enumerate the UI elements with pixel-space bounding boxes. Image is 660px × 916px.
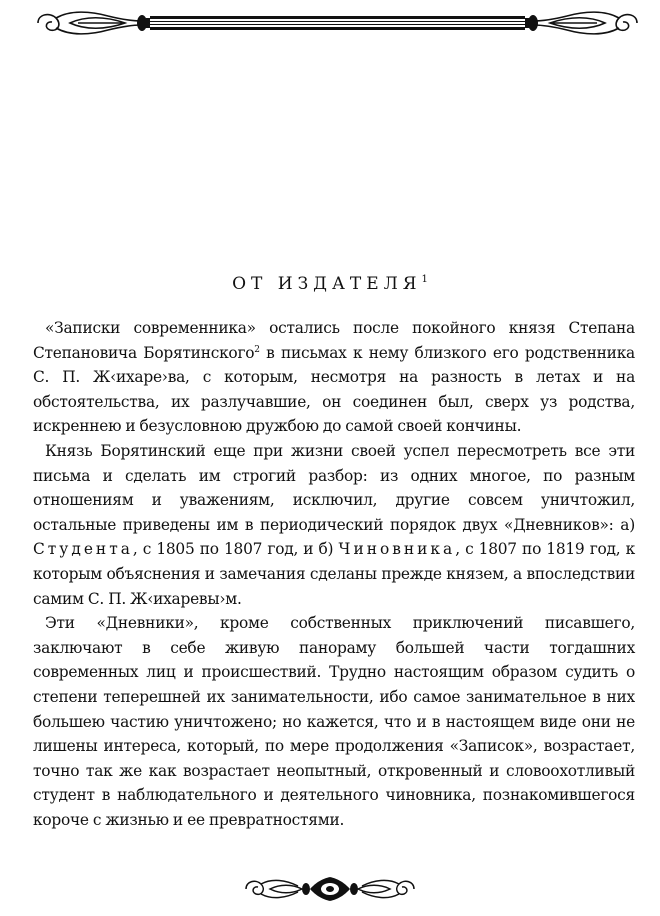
paragraph-1-part-2: в письмах к нему близкого его родственника С. П. Ж‹ихаре›ва, с которым, несмотря на разность в летах и на обстоятельства, их разлучавшие, он соединен был, сверх уз родства, искреннею и безусловною дружбою до самой своей кончины. [33,343,635,436]
chapter-title-text: ОТ ИЗДАТЕЛЯ [232,274,422,294]
paragraph-2-part-1: Князь Борятинский еще при жизни своей успел пересмотреть все эти письма и сделать им строгий разбор: из одних многое, по разным отношениям и уважениям, исключил, другие совсем уничтожил, остальные приведены им в периодический порядок двух «Дневников»: а) [33,441,635,534]
paragraph-1 [33,316,635,439]
body-text [33,316,635,832]
paragraph-2-part-2: , с 1805 по 1807 год, и б) [132,540,339,559]
paragraph-1-part-1: «Записки современника» остались после покойного князя Степана Степановича Борятинского [33,319,635,362]
top-ornament-icon [30,6,645,40]
spaced-word-student: Студента [33,540,133,559]
title-footnote-mark: 1 [421,274,428,285]
paragraph-2 [33,439,635,611]
spaced-word-official: Чиновника [338,540,456,559]
chapter-title [0,274,660,294]
bottom-ornament-icon [240,872,420,906]
paragraph-3: Эти «Дневники», кроме собственных приключений писавшего, заключают в себе живую панораму большей части тогдашних современных лиц и происшествий. Трудно настоящим образом судить о степени теперешней их занимательности, ибо самое занимательное в них большею частию уничтожено; но кажется, что и в настоящем виде они не лишены интереса, который, по мере продолжения «Записок», возрастает, точно так же как возрастает неопытный, откровенный и словоохотливый студент в наблюдательного и деятельного чиновника, познакомившегося короче с жизнью и ее превратностями. [33,614,635,829]
paragraph-2-part-3: , с 1807 по 1819 год, к которым объяснения и замечания сделаны прежде князем, а впоследствии самим С. П. Ж‹ихаревы›м. [33,540,635,608]
footnote-mark-2: 2 [254,344,260,355]
